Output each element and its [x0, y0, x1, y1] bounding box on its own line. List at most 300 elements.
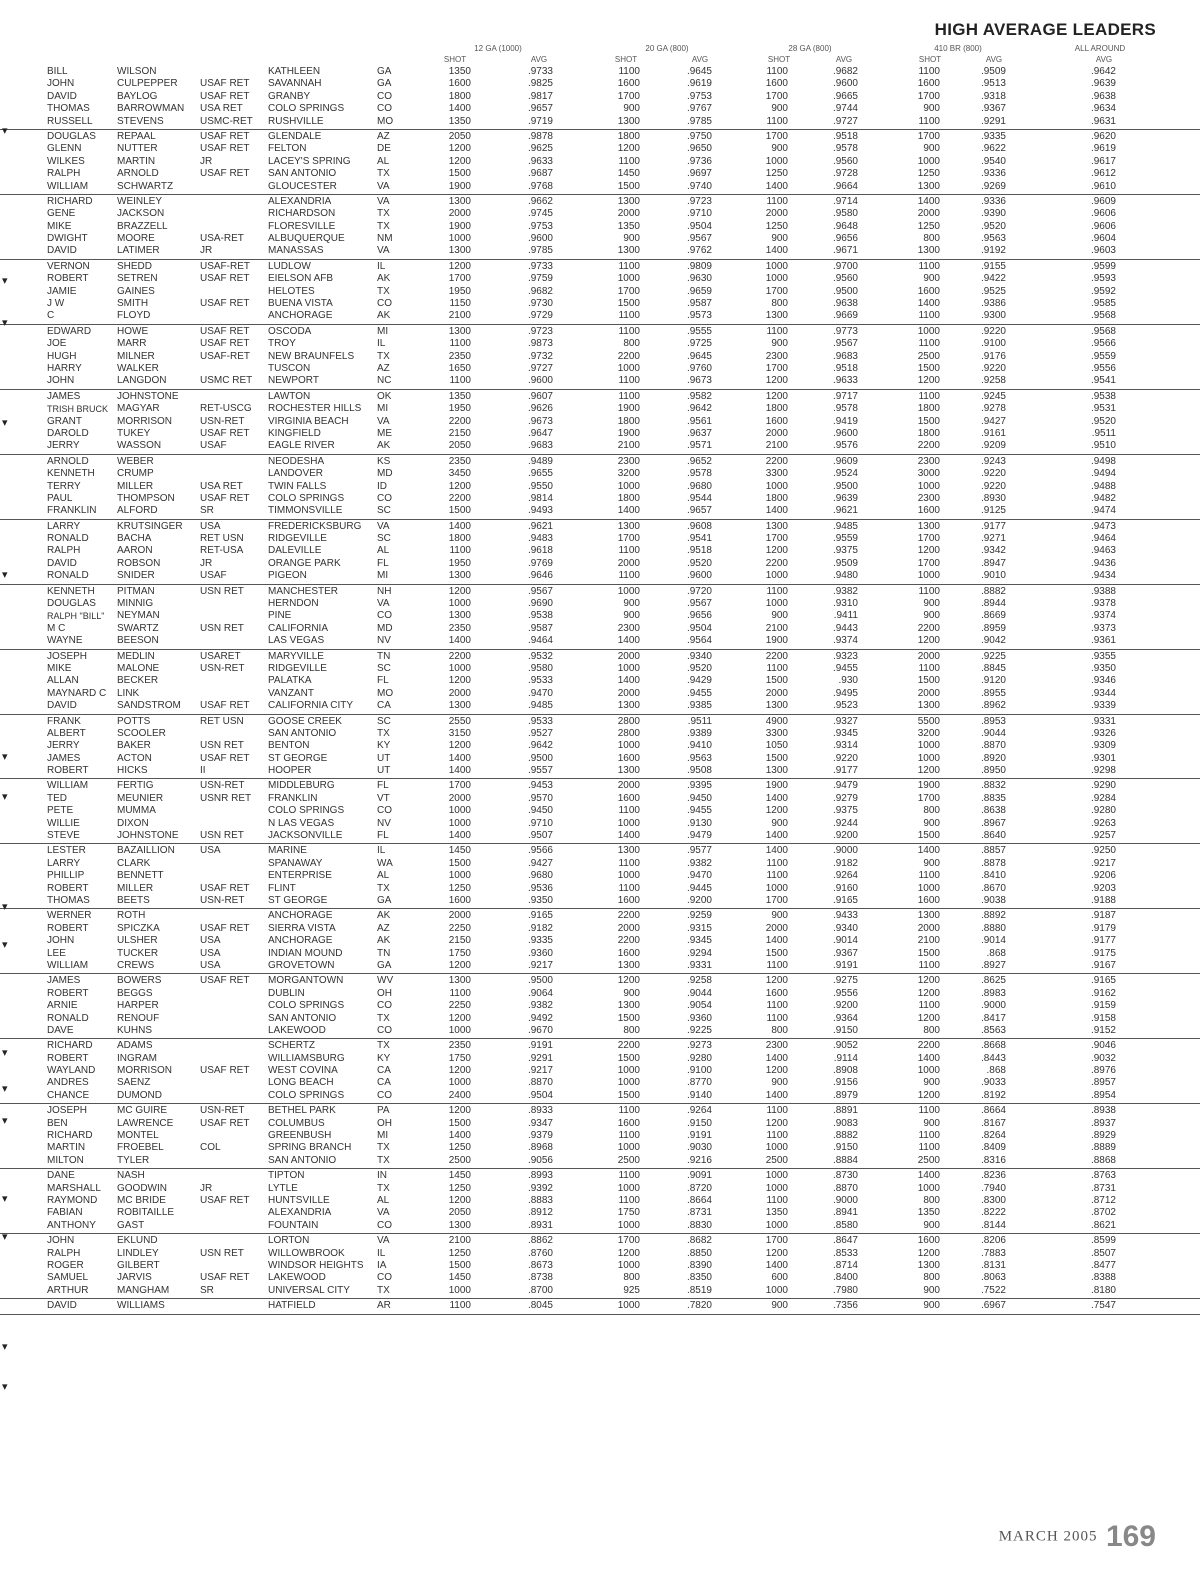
- avg-410br: .8983: [980, 987, 1006, 999]
- avg-all-around: .9339: [1090, 700, 1116, 712]
- avg-20ga: .9809: [686, 260, 712, 272]
- avg-28ga: .9000: [832, 845, 858, 857]
- first-name: WILLIAM: [47, 959, 89, 971]
- shot-28ga: 1000: [765, 570, 788, 582]
- avg-410br: .6967: [980, 1300, 1006, 1312]
- shot-28ga: 1700: [765, 1235, 788, 1247]
- shot-28ga: 1000: [765, 1142, 788, 1154]
- shot-28ga: 1400: [765, 845, 788, 857]
- table-row: [0, 1155, 1200, 1167]
- shot-12ga: 1500: [448, 168, 471, 180]
- avg-28ga: .9323: [832, 650, 858, 662]
- city: MARYVILLE: [268, 650, 324, 662]
- shot-20ga: 1100: [618, 1170, 640, 1182]
- shot-410br: 1300: [917, 520, 940, 532]
- affiliation: USN RET: [200, 585, 244, 597]
- state: CO: [377, 1000, 392, 1012]
- city: NEWPORT: [268, 375, 319, 387]
- avg-all-around: .9619: [1090, 143, 1116, 155]
- shot-28ga: 1200: [765, 390, 788, 402]
- last-name: SPICZKA: [117, 922, 160, 934]
- shot-410br: 1400: [917, 845, 940, 857]
- first-name: ALBERT: [47, 727, 86, 739]
- avg-28ga: .9200: [832, 830, 858, 842]
- avg-all-around: .9604: [1090, 233, 1116, 245]
- city: DUBLIN: [268, 987, 305, 999]
- shot-12ga: 1500: [448, 1259, 471, 1271]
- avg-all-around: .9032: [1090, 1052, 1116, 1064]
- state: GA: [377, 959, 392, 971]
- shot-12ga: 1650: [448, 362, 471, 374]
- last-name: MILNER: [117, 350, 155, 362]
- avg-all-around: .9606: [1090, 208, 1116, 220]
- table-row: [0, 78, 1200, 90]
- first-name: LEE: [47, 947, 66, 959]
- shot-20ga: 1000: [617, 585, 640, 597]
- avg-12ga: .8883: [527, 1194, 553, 1206]
- affiliation: JR: [200, 1182, 213, 1194]
- avg-410br: .868: [986, 1065, 1006, 1077]
- avg-20ga: .9508: [686, 765, 712, 777]
- shot-410br: 1900: [917, 780, 940, 792]
- avg-12ga: .9825: [527, 78, 553, 90]
- table-row: [0, 1142, 1200, 1154]
- avg-28ga: .9264: [832, 870, 858, 882]
- first-name: JOE: [47, 338, 67, 350]
- last-name: WILSON: [117, 66, 157, 77]
- shot-28ga: 1300: [765, 765, 788, 777]
- city: MIDDLEBURG: [268, 780, 335, 792]
- avg-410br: .9044: [980, 727, 1006, 739]
- avg-12ga: .9504: [527, 1089, 553, 1101]
- avg-28ga: .9200: [832, 1000, 858, 1012]
- avg-20ga: .9191: [686, 1130, 712, 1142]
- avg-header-410br: AVG: [985, 55, 1003, 64]
- avg-20ga: .9582: [686, 390, 712, 402]
- avg-12ga: .9580: [527, 662, 553, 674]
- affiliation: USNR RET: [200, 792, 252, 804]
- first-name: TED: [47, 792, 67, 804]
- avg-410br: .9220: [980, 362, 1006, 374]
- table-row: [0, 651, 1200, 663]
- first-name: MIKE: [47, 662, 72, 674]
- last-name: FERTIG: [117, 780, 154, 792]
- avg-12ga: .9878: [527, 130, 553, 142]
- avg-12ga: .9453: [527, 780, 553, 792]
- avg-12ga: .8738: [527, 1272, 553, 1284]
- shot-20ga: 1500: [617, 1012, 640, 1024]
- shot-12ga: 1400: [448, 103, 471, 115]
- avg-410br: .9042: [980, 635, 1006, 647]
- state: VA: [377, 598, 390, 610]
- shot-410br: 1500: [917, 830, 940, 842]
- shot-20ga: 2200: [617, 910, 640, 922]
- shot-410br: 1100: [918, 260, 940, 272]
- avg-28ga: .9560: [832, 273, 858, 285]
- city: DALEVILLE: [268, 545, 322, 557]
- state: NM: [377, 233, 393, 245]
- avg-all-around: .9158: [1090, 1012, 1116, 1024]
- shot-410br: 900: [923, 1300, 940, 1312]
- affiliation: USAF RET: [200, 922, 250, 934]
- shot-28ga: 1700: [765, 90, 788, 102]
- shot-410br: 1500: [917, 675, 940, 687]
- state: NV: [377, 635, 391, 647]
- avg-20ga: .9450: [686, 792, 712, 804]
- shot-410br: 1200: [917, 765, 940, 777]
- city: FREDERICKSBURG: [268, 520, 362, 532]
- state: IN: [377, 1170, 387, 1182]
- shot-28ga: 1700: [765, 130, 788, 142]
- last-name: WALKER: [117, 362, 159, 374]
- table-row: [0, 1000, 1200, 1012]
- state: TX: [377, 1142, 390, 1154]
- avg-28ga: .9728: [832, 168, 858, 180]
- avg-410br: .8953: [980, 715, 1006, 727]
- table-row: [0, 635, 1200, 647]
- city: SAN ANTONIO: [268, 168, 337, 180]
- shot-20ga: 1100: [618, 1194, 640, 1206]
- first-name: FRANK: [47, 715, 81, 727]
- table-row-group: [0, 716, 1200, 780]
- shot-12ga: 1000: [448, 870, 471, 882]
- avg-28ga: .8979: [832, 1089, 858, 1101]
- avg-410br: .8959: [980, 622, 1006, 634]
- table-row-group: [0, 845, 1200, 909]
- table-row: [0, 440, 1200, 452]
- avg-28ga: .9683: [832, 350, 858, 362]
- avg-all-around: .9609: [1090, 195, 1116, 207]
- group-label-410br: 410 BR (800): [934, 44, 982, 53]
- avg-410br: .8927: [980, 959, 1006, 971]
- affiliation: USN RET: [200, 740, 244, 752]
- city: ALBUQUERQUE: [268, 233, 345, 245]
- shot-28ga: 1100: [766, 1012, 788, 1024]
- avg-28ga: .7356: [832, 1300, 858, 1312]
- shot-20ga: 1500: [617, 1052, 640, 1064]
- shot-12ga: 2050: [448, 130, 471, 142]
- state: TX: [377, 1040, 390, 1052]
- affiliation: USN-RET: [200, 895, 245, 906]
- shot-28ga: 1000: [765, 1219, 788, 1231]
- avg-410br: .9161: [980, 427, 1006, 439]
- avg-28ga: .9727: [832, 115, 858, 127]
- shot-20ga: 900: [623, 610, 640, 622]
- city: PIGEON: [268, 570, 307, 582]
- shot-20ga: 1200: [617, 975, 640, 987]
- last-name: MOORE: [117, 233, 155, 245]
- avg-20ga: .8350: [686, 1272, 712, 1284]
- avg-28ga: .9495: [832, 687, 858, 699]
- state: TX: [377, 220, 390, 232]
- avg-20ga: .9673: [686, 375, 712, 387]
- shot-28ga: 1400: [765, 505, 788, 517]
- affiliation: USA: [200, 947, 221, 959]
- shot-20ga: 1300: [617, 520, 640, 532]
- last-name: WASSON: [117, 440, 162, 452]
- city: SPANAWAY: [268, 857, 323, 869]
- city: TIMMONSVILLE: [268, 505, 343, 517]
- shot-28ga: 1250: [765, 220, 788, 232]
- affiliation: USN-RET: [200, 1105, 245, 1117]
- shot-12ga: 2000: [448, 792, 471, 804]
- shot-12ga: 2400: [448, 1089, 471, 1101]
- avg-20ga: .9479: [686, 830, 712, 842]
- avg-12ga: .9470: [527, 687, 553, 699]
- avg-410br: .8882: [980, 585, 1006, 597]
- first-name: JAMIE: [47, 285, 77, 297]
- avg-all-around: .8599: [1090, 1235, 1116, 1247]
- state: CO: [377, 103, 392, 115]
- avg-410br: .8892: [980, 910, 1006, 922]
- shot-28ga: 1000: [765, 1170, 788, 1182]
- state: GA: [377, 78, 392, 90]
- shot-410br: 1100: [918, 959, 940, 971]
- shot-20ga: 1000: [617, 480, 640, 492]
- shot-20ga: 1700: [617, 1235, 640, 1247]
- shot-20ga: 1100: [618, 375, 640, 387]
- city: ANCHORAGE: [268, 310, 333, 322]
- table-row-group: [0, 456, 1200, 520]
- city: ALEXANDRIA: [268, 1207, 332, 1219]
- city: ENTERPRISE: [268, 870, 332, 882]
- table-row: [0, 675, 1200, 687]
- shot-20ga: 1100: [618, 66, 640, 77]
- avg-all-around: .9556: [1090, 362, 1116, 374]
- shot-28ga: 2200: [765, 455, 788, 467]
- shot-28ga: 2100: [765, 622, 788, 634]
- shot-20ga: 1500: [617, 1089, 640, 1101]
- city: PINE: [268, 610, 292, 622]
- avg-all-around: .9206: [1090, 870, 1116, 882]
- state: WA: [377, 857, 393, 869]
- binding-mark: ▾: [2, 1341, 8, 1353]
- city: GREENBUSH: [268, 1130, 332, 1142]
- table-row: [0, 521, 1200, 533]
- avg-410br: .8410: [980, 870, 1006, 882]
- avg-12ga: .9682: [527, 285, 553, 297]
- avg-410br: .9220: [980, 325, 1006, 337]
- avg-20ga: .9259: [686, 910, 712, 922]
- avg-28ga: .9773: [832, 325, 858, 337]
- shot-28ga: 1500: [765, 675, 788, 687]
- table-row: [0, 1235, 1200, 1247]
- avg-410br: .9010: [980, 570, 1006, 582]
- avg-all-around: .9175: [1090, 947, 1116, 959]
- shot-410br: 1200: [917, 975, 940, 987]
- shot-20ga: 2100: [617, 440, 640, 452]
- avg-28ga: .9191: [832, 959, 858, 971]
- table-row: [0, 481, 1200, 493]
- first-name: DAVID: [47, 557, 77, 569]
- binding-mark: ▾: [2, 939, 8, 951]
- avg-20ga: .9044: [686, 987, 712, 999]
- shot-12ga: 1250: [448, 882, 471, 894]
- state: AK: [377, 935, 391, 947]
- first-name: WILKES: [47, 155, 85, 167]
- state: TN: [377, 650, 391, 662]
- avg-all-around: .9599: [1090, 260, 1116, 272]
- first-name: FABIAN: [47, 1207, 83, 1219]
- affiliation: USA RET: [200, 103, 243, 115]
- last-name: HARPER: [117, 1000, 159, 1012]
- city: OSCODA: [268, 325, 312, 337]
- avg-all-around: .9165: [1090, 975, 1116, 987]
- avg-20ga: .9130: [686, 817, 712, 829]
- shot-28ga: 1350: [765, 1207, 788, 1219]
- state: MO: [377, 687, 394, 699]
- last-name: BECKER: [117, 675, 159, 687]
- shot-20ga: 1000: [617, 817, 640, 829]
- avg-20ga: .9571: [686, 440, 712, 452]
- shot-12ga: 1900: [448, 180, 471, 192]
- avg-28ga: .9443: [832, 622, 858, 634]
- first-name: RALPH: [47, 1247, 81, 1259]
- avg-410br: .9622: [980, 143, 1006, 155]
- avg-12ga: .9633: [527, 155, 553, 167]
- shot-20ga: 1100: [618, 882, 640, 894]
- shot-12ga: 1700: [448, 780, 471, 792]
- shot-28ga: 1100: [766, 1105, 788, 1117]
- shot-28ga: 1200: [765, 975, 788, 987]
- shot-28ga: 1200: [765, 375, 788, 387]
- avg-410br: .9220: [980, 468, 1006, 480]
- shot-410br: 1100: [918, 338, 940, 350]
- first-name: RALPH "BILL": [47, 611, 105, 622]
- avg-all-around: .9344: [1090, 687, 1116, 699]
- avg-28ga: .9700: [832, 260, 858, 272]
- avg-all-around: .8957: [1090, 1077, 1116, 1089]
- table-row: [0, 261, 1200, 273]
- avg-410br: .9335: [980, 130, 1006, 142]
- shot-28ga: 2100: [765, 440, 788, 452]
- table-row: [0, 610, 1200, 622]
- avg-12ga: .9507: [527, 830, 553, 842]
- shot-410br: 3200: [917, 727, 940, 739]
- last-name: MILLER: [117, 480, 154, 492]
- avg-28ga: .9518: [832, 130, 858, 142]
- shot-20ga: 800: [623, 1024, 640, 1036]
- last-name: REPAAL: [117, 130, 156, 142]
- avg-410br: .8962: [980, 700, 1006, 712]
- avg-12ga: .9600: [527, 375, 553, 387]
- table-row: [0, 1040, 1200, 1052]
- table-row: [0, 156, 1200, 168]
- shot-410br: 1200: [917, 375, 940, 387]
- shot-12ga: 2000: [448, 687, 471, 699]
- table-row: [0, 688, 1200, 700]
- shot-28ga: 1700: [765, 285, 788, 297]
- city: HATFIELD: [268, 1300, 316, 1312]
- avg-all-around: .9346: [1090, 675, 1116, 687]
- avg-all-around: .9463: [1090, 545, 1116, 557]
- state: TX: [377, 727, 390, 739]
- affiliation: RET-USA: [200, 545, 244, 557]
- shot-28ga: 1000: [765, 260, 788, 272]
- avg-410br: .8920: [980, 752, 1006, 764]
- shot-12ga: 1300: [448, 195, 471, 207]
- avg-20ga: .9577: [686, 845, 712, 857]
- avg-20ga: .9445: [686, 882, 712, 894]
- affiliation: USAF RET: [200, 90, 250, 102]
- avg-20ga: .9395: [686, 780, 712, 792]
- city: BUENA VISTA: [268, 298, 333, 310]
- avg-all-around: .8702: [1090, 1207, 1116, 1219]
- avg-12ga: .9538: [527, 610, 553, 622]
- state: FL: [377, 675, 389, 687]
- avg-28ga: .9374: [832, 635, 858, 647]
- table-row: [0, 1207, 1200, 1219]
- table-row: [0, 923, 1200, 935]
- last-name: MANGHAM: [117, 1284, 170, 1296]
- avg-410br: .8443: [980, 1052, 1006, 1064]
- table-row: [0, 181, 1200, 193]
- shot-410br: 1200: [917, 635, 940, 647]
- city: ROCHESTER HILLS: [268, 403, 362, 415]
- table-row: [0, 403, 1200, 415]
- avg-20ga: .9470: [686, 870, 712, 882]
- city: HELOTES: [268, 285, 315, 297]
- last-name: RENOUF: [117, 1012, 160, 1024]
- state: MI: [377, 403, 389, 415]
- avg-410br: .8955: [980, 687, 1006, 699]
- avg-all-around: .9361: [1090, 635, 1116, 647]
- table-row-group: [0, 910, 1200, 974]
- avg-20ga: .9630: [686, 273, 712, 285]
- last-name: MEDLIN: [117, 650, 155, 662]
- avg-28ga: .9455: [832, 662, 858, 674]
- shot-20ga: 1800: [617, 130, 640, 142]
- shot-410br: 1700: [917, 533, 940, 545]
- table-row: [0, 818, 1200, 830]
- state: AK: [377, 910, 391, 922]
- shot-20ga: 1900: [617, 427, 640, 439]
- avg-410br: .9336: [980, 168, 1006, 180]
- first-name: RICHARD: [47, 1040, 93, 1052]
- avg-12ga: .9450: [527, 805, 553, 817]
- table-row: [0, 910, 1200, 922]
- avg-28ga: .8647: [832, 1235, 858, 1247]
- table-row: [0, 793, 1200, 805]
- avg-all-around: .9566: [1090, 338, 1116, 350]
- avg-410br: .9386: [980, 298, 1006, 310]
- table-row: [0, 351, 1200, 363]
- city: KATHLEEN: [268, 66, 321, 77]
- last-name: DUMOND: [117, 1089, 162, 1101]
- shot-12ga: 2350: [448, 622, 471, 634]
- avg-20ga: .9216: [686, 1154, 712, 1166]
- last-name: ROTH: [117, 910, 146, 922]
- shot-28ga: 1700: [765, 362, 788, 374]
- avg-20ga: .9600: [686, 570, 712, 582]
- state: KY: [377, 1052, 391, 1064]
- last-name: SCOOLER: [117, 727, 166, 739]
- avg-20ga: .9578: [686, 468, 712, 480]
- shot-12ga: 2350: [448, 350, 471, 362]
- state: VA: [377, 415, 390, 427]
- table-row-group: [0, 1040, 1200, 1104]
- shot-12ga: 2100: [448, 310, 471, 322]
- shot-20ga: 1000: [617, 1077, 640, 1089]
- avg-all-around: .9309: [1090, 740, 1116, 752]
- avg-12ga: .8968: [527, 1142, 553, 1154]
- shot-28ga: 1100: [766, 1194, 788, 1206]
- shot-410br: 900: [923, 817, 940, 829]
- table-row: [0, 935, 1200, 947]
- affiliation: JR: [200, 245, 213, 257]
- table-row: [0, 700, 1200, 712]
- shot-20ga: 2000: [617, 557, 640, 569]
